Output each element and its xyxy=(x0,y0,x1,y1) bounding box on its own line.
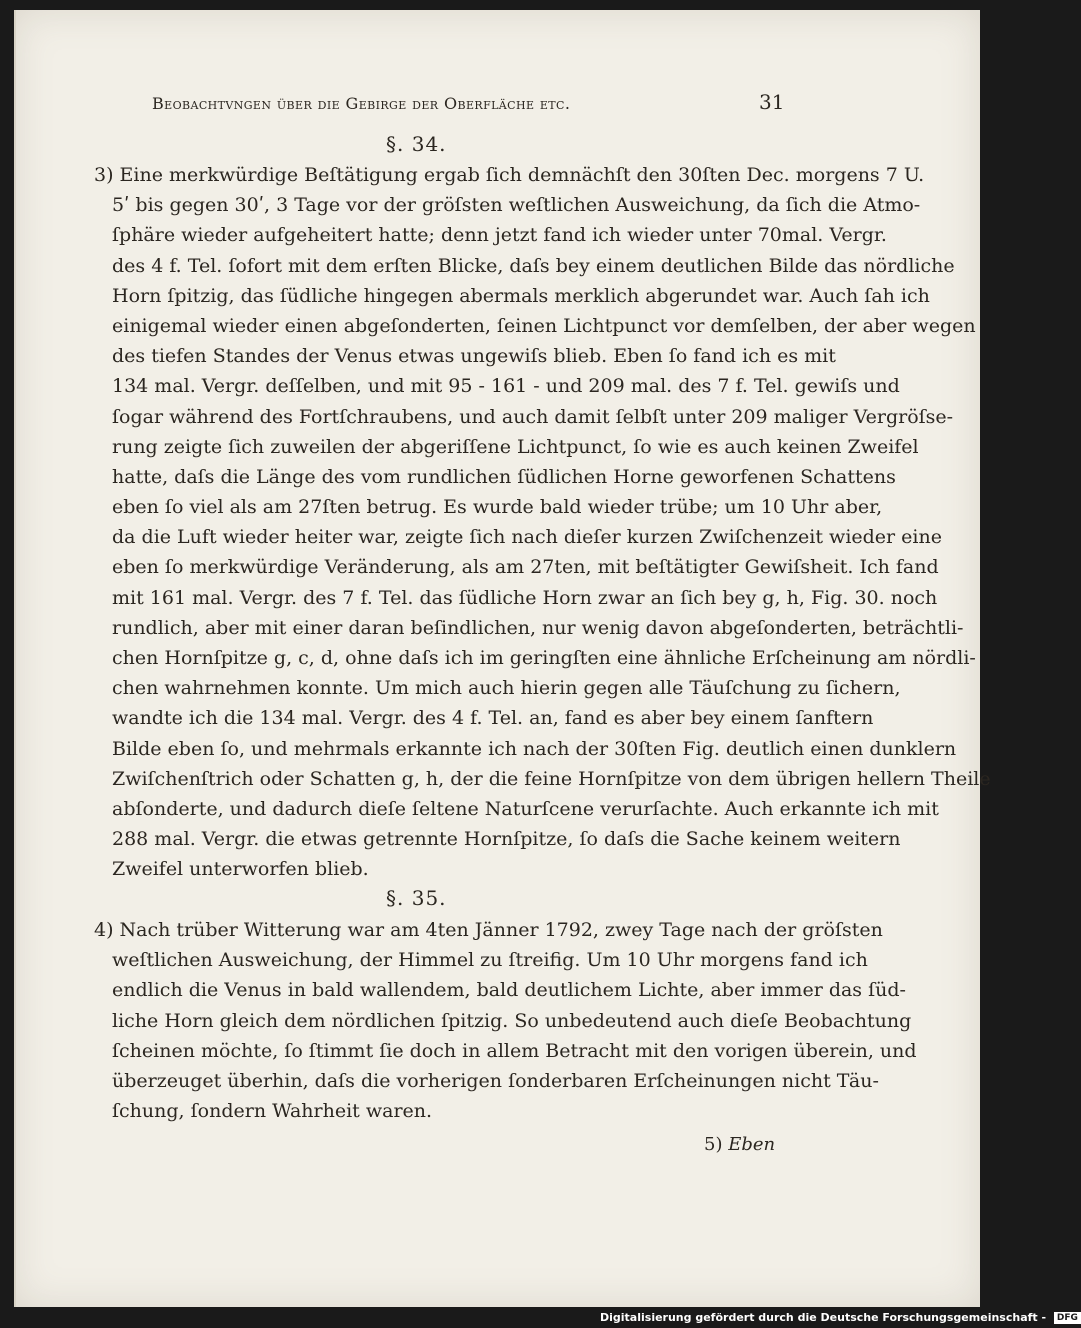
text-line: chen Hornſpitze g, c, d, ohne daſs ich im geringſten eine ähnliche Erſcheinung am nördli- xyxy=(112,647,976,669)
text-line: rung zeigte ſich zuweilen der abgeriſſene Lichtpunct, ſo wie es auch keinen Zweifel xyxy=(112,435,919,458)
text-line: endlich die Venus in bald wallendem, bald deutlichem Lichte, aber immer das ſüd- xyxy=(112,979,906,1002)
digitization-credit xyxy=(600,1311,1078,1324)
text-line: ſphäre wieder aufgeheitert hatte; denn jetzt fand ich wieder unter 70mal. Vergr. xyxy=(112,224,887,247)
dfg-logo-icon: DFG xyxy=(1054,1312,1081,1324)
paragraph-section-34 xyxy=(94,160,991,885)
text-line: weſtlichen Ausweichung, der Himmel zu ſtreifig. Um 10 Uhr morgens fand ich xyxy=(112,949,868,972)
text-line: des 4 f. Tel. ſofort mit dem erſten Blicke, daſs bey einem deutlichen Bilde das nördliche xyxy=(112,254,955,277)
text-line: einigemal wieder einen abgeſonderten, ſeinen Lichtpunct vor demſelben, der aber wegen xyxy=(112,314,976,337)
text-line: des tiefen Standes der Venus etwas ungewiſs blieb. Eben ſo fand ich es mit xyxy=(112,345,836,368)
paragraph-section-35 xyxy=(94,915,917,1126)
text-line: 288 mal. Vergr. die etwas getrennte Hornſpitze, ſo daſs die Sache keinem weitern xyxy=(112,828,901,851)
catchword-text: Eben xyxy=(728,1134,776,1155)
text-line: ſogar während des Fortſchraubens, und auch damit ſelbſt unter 209 maliger Vergröſse- xyxy=(112,405,954,428)
text-line: ſchung, ſondern Wahrheit waren. xyxy=(112,1100,433,1123)
text-line: überzeuget überhin, daſs die vorherigen ſonderbaren Erſcheinungen nicht Täu- xyxy=(112,1069,879,1092)
running-title: Beobachtvngen über die Gebirge der Oberfläche etc. xyxy=(152,94,571,113)
text-line: 5ʹ bis gegen 30ʹ, 3 Tage vor der gröſsten weſtlichen Ausweichung, da ſich die Atmo- xyxy=(112,194,921,217)
section-heading-34: §. 34. xyxy=(386,132,447,156)
text-line: liche Horn gleich dem nördlichen ſpitzig. So unbedeutend auch dieſe Beobachtung xyxy=(112,1009,912,1032)
credit-text: Digitalisierung gefördert durch die Deutsche Forschungsgemeinschaft - xyxy=(600,1311,1047,1324)
text-line: 134 mal. Vergr. deſſelben, und mit 95 - 161 - und 209 mal. des 7 f. Tel. gewiſs und xyxy=(112,375,900,398)
text-line: wandte ich die 134 mal. Vergr. des 4 f. Tel. an, fand es aber bey einem ſanftern xyxy=(112,707,874,730)
page-number: 31 xyxy=(759,90,785,114)
text-line: eben ſo viel als am 27ſten betrug. Es wurde bald wieder trübe; um 10 Uhr aber, xyxy=(112,496,883,519)
text-line: hatte, daſs die Länge des vom rundlichen ſüdlichen Horne geworfenen Schattens xyxy=(112,465,896,488)
text-line: 3) Eine merkwürdige Beſtätigung ergab ſich demnächſt den 30ſten Dec. morgens 7 U. xyxy=(94,164,925,186)
catchword xyxy=(704,1134,775,1155)
text-line: mit 161 mal. Vergr. des 7 f. Tel. das ſüdliche Horn zwar an ſich bey g, h, Fig. 30. noch xyxy=(112,586,938,609)
text-line: da die Luft wieder heiter war, zeigte ſich nach dieſer kurzen Zwiſchenzeit wieder eine xyxy=(112,526,942,549)
text-line: ſcheinen möchte, ſo ſtimmt ſie doch in allem Betracht mit den vorigen überein, und xyxy=(112,1039,917,1062)
text-line: rundlich, aber mit einer daran beſindlichen, nur wenig davon abgeſonderten, beträchtli- xyxy=(112,616,964,639)
text-line: eben ſo merkwürdige Veränderung, als am 27ten, mit beſtätigter Gewiſsheit. Ich fand xyxy=(112,556,939,579)
text-line: 4) Nach trüber Witterung war am 4ten Jänner 1792, zwey Tage nach der gröſsten xyxy=(94,919,883,941)
book-page xyxy=(14,10,991,1307)
text-line: Bilde eben ſo, und mehrmals erkannte ich nach der 30ſten Fig. deutlich einen dunklern xyxy=(112,737,957,760)
text-line: Zweifel unterworfen blieb. xyxy=(112,858,369,881)
section-heading-35: §. 35. xyxy=(386,886,447,910)
catchword-number: 5) xyxy=(704,1134,723,1155)
text-line: abſonderte, und dadurch dieſe ſeltene Naturſcene verurſachte. Auch erkannte ich mit xyxy=(112,797,939,820)
text-line: Zwiſchenſtrich oder Schatten g, h, der die feine Hornſpitze von dem übrigen hellern Theile xyxy=(112,767,991,790)
text-line: Horn ſpitzig, das ſüdliche hingegen abermals merklich abgerundet war. Auch ſah ich xyxy=(112,284,930,307)
text-line: chen wahrnehmen konnte. Um mich auch hierin gegen alle Täuſchung zu ſichern, xyxy=(112,677,901,700)
